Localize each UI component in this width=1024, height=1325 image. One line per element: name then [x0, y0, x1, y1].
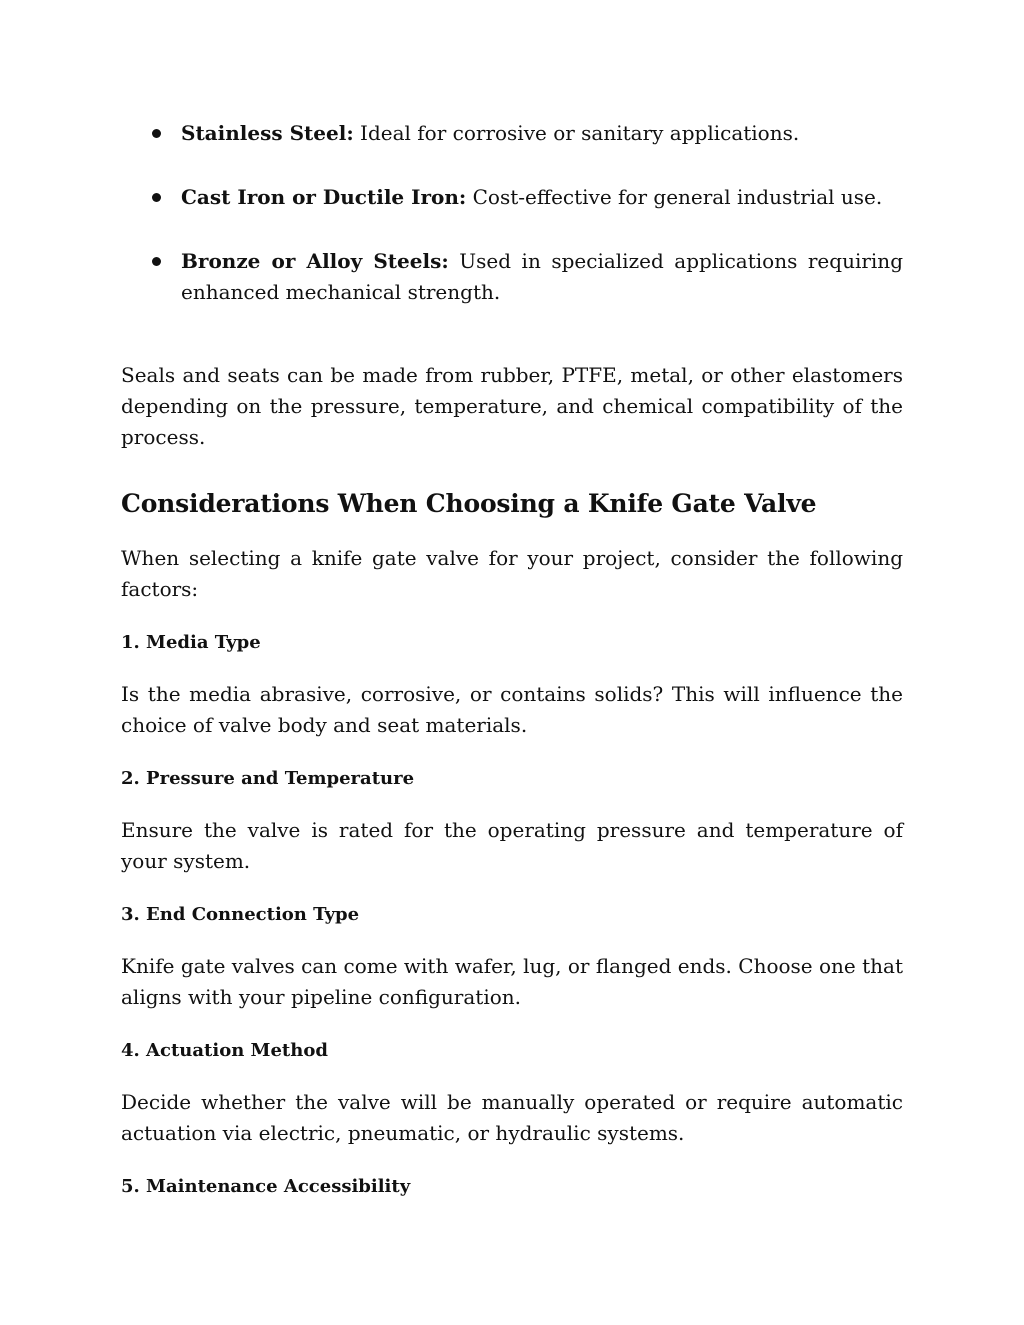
bullet-term: Stainless Steel: [181, 121, 354, 145]
factor-heading-pressure-temperature: 2. Pressure and Temperature [121, 768, 415, 789]
factor-heading-actuation: 4. Actuation Method [121, 1040, 328, 1061]
bullet-term: Bronze or Alloy Steels: [181, 249, 449, 273]
bullet-icon [152, 257, 161, 266]
material-list [121, 118, 903, 308]
factor-heading-media-type: 1. Media Type [121, 632, 261, 653]
list-item [121, 246, 903, 308]
factor-text-media-type: Is the media abrasive, corrosive, or contains solids? This will influence the choice of valve body and seat materials. [121, 682, 903, 737]
bullet-term: Cast Iron or Ductile Iron: [181, 185, 467, 209]
factor-text-pressure-temperature: Ensure the valve is rated for the operating pressure and temperature of your system. [121, 818, 903, 873]
factor-text-actuation: Decide whether the valve will be manually operated or require automatic actuation via electric, pneumatic, or hydraulic systems. [121, 1090, 903, 1145]
bullet-text: Cost-effective for general industrial use. [466, 185, 883, 209]
factor-heading-end-connection: 3. End Connection Type [121, 904, 360, 925]
factor-heading-maintenance: 5. Maintenance Accessibility [121, 1176, 411, 1197]
bullet-icon [152, 129, 161, 138]
list-item [121, 182, 903, 213]
bullet-text: Used in specialized applications requiring enhanced mechanical strength. [181, 249, 903, 304]
bullet-icon [152, 193, 161, 202]
bullet-text: Ideal for corrosive or sanitary applications. [353, 121, 800, 145]
section-intro: When selecting a knife gate valve for your project, consider the following factors: [121, 546, 903, 601]
page-content [121, 118, 903, 1201]
factor-text-end-connection: Knife gate valves can come with wafer, lug, or flanged ends. Choose one that aligns with your pipeline configuration. [121, 954, 903, 1009]
list-item [121, 118, 903, 149]
section-heading: Considerations When Choosing a Knife Gate Valve [121, 489, 817, 518]
seals-paragraph: Seals and seats can be made from rubber, PTFE, metal, or other elastomers depending on the pressure, temperature, and chemical compatibility of the process. [121, 363, 903, 449]
